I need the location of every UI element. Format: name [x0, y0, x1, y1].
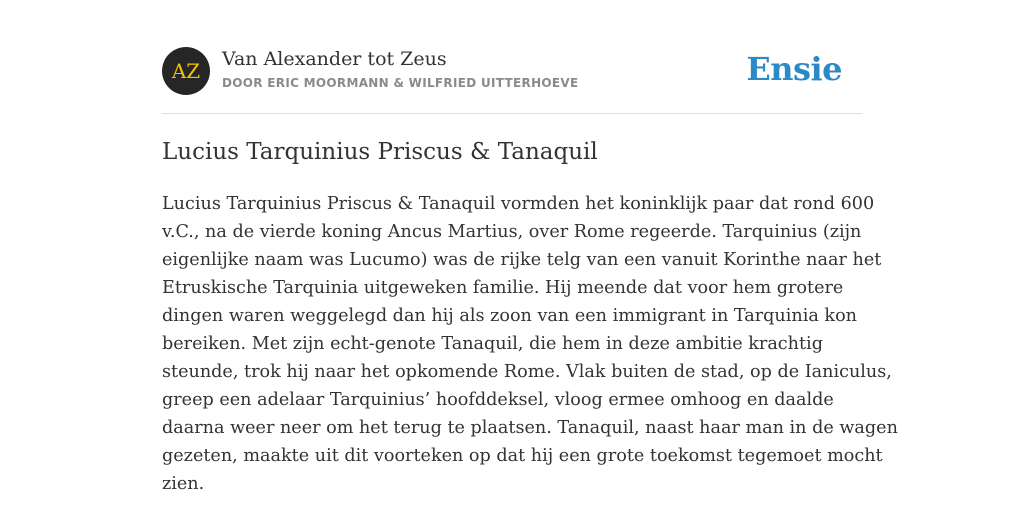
body-line: daarna weer neer om het terug te plaatsen. Tanaquil, naast haar man in de wagen [162, 418, 898, 438]
body-line: dingen waren weggelegd dan hij als zoon van een immigrant in Tarquinia kon [162, 306, 858, 326]
entry-title: Lucius Tarquinius Priscus & Tanaquil [162, 139, 598, 165]
body-line: eigenlijke naam was Lucumo) was de rijke telg van een vanuit Korinthe naar het [162, 250, 882, 270]
header-divider [162, 113, 862, 114]
body-line: bereiken. Met zijn echt-genote Tanaquil, die hem in deze ambitie krachtig [162, 334, 823, 354]
book-header [162, 45, 862, 97]
body-line: steunde, trok hij naar het opkomende Rome. Vlak buiten de stad, op de Ianiculus, [162, 362, 892, 382]
entry-body [162, 190, 898, 498]
avatar-initials: AZ [171, 59, 201, 83]
book-avatar [162, 47, 210, 95]
body-line: zien. [162, 474, 205, 494]
body-line: Lucius Tarquinius Priscus & Tanaquil vormden het koninklijk paar dat rond 600 [162, 194, 875, 214]
body-line: gezeten, maakte uit dit voorteken op dat hij een grote toekomst tegemoet mocht [162, 446, 883, 466]
body-line: Etruskische Tarquinia uitgeweken familie. Hij meende dat voor hem grotere [162, 278, 844, 298]
body-line: greep een adelaar Tarquinius’ hoofddeksel, vloog ermee omhoog en daalde [162, 390, 834, 410]
book-authors: DOOR ERIC MOORMANN & WILFRIED UITTERHOEVE [222, 76, 579, 90]
brand-logo[interactable]: Ensie [746, 50, 842, 88]
book-title[interactable]: Van Alexander tot Zeus [222, 48, 447, 70]
body-line: v.C., na de vierde koning Ancus Martius, over Rome regeerde. Tarquinius (zijn [162, 222, 862, 242]
